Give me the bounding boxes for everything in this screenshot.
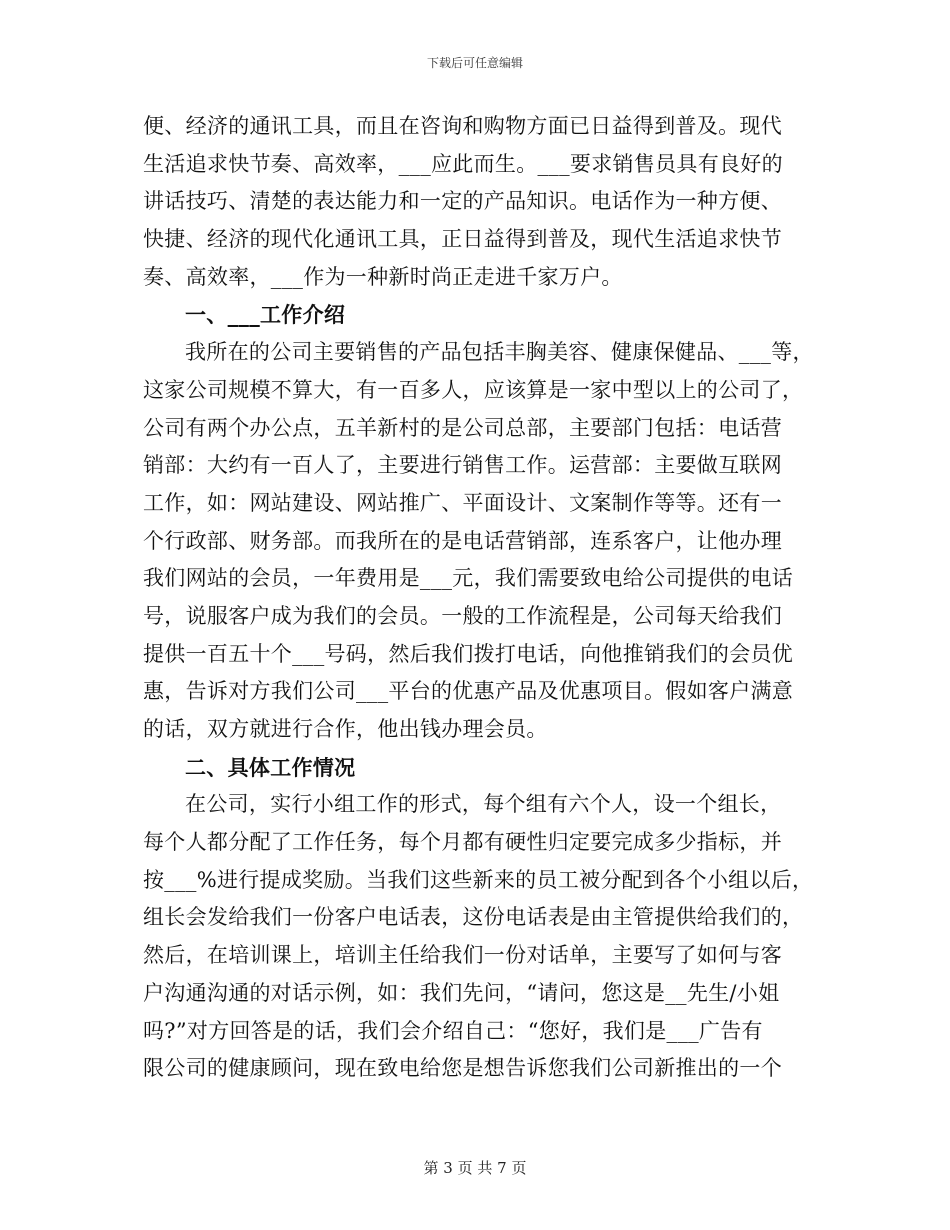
text-line: 惠，告诉对方我们公司___平台的优惠产品及优惠项目。假如客户满意 <box>143 679 794 704</box>
text-line: 户沟通沟通的对话示例，如：我们先问，“请问，您这是__先生/小姐 <box>143 980 780 1005</box>
section-heading: 一、___工作介绍 <box>185 302 346 328</box>
text-line: 快捷、经济的现代化通讯工具，正日益得到普及，现代生活追求快节 <box>143 227 782 252</box>
text-line: 销部：大约有一百人了，主要进行销售工作。运营部：主要做互联网 <box>143 453 782 478</box>
text-line: 在公司，实行小组工作的形式，每个组有六个人，设一个组长， <box>185 792 782 817</box>
text-line: 个行政部、财务部。而我所在的是电话营销部，连系客户，让他办理 <box>143 528 782 553</box>
page-footer: 第 3 页 共 7 页 <box>423 1159 527 1177</box>
text-line: 生活追求快节奏、高效率，___应此而生。___要求销售员具有良好的 <box>143 151 783 176</box>
text-line: 然后，在培训课上，培训主任给我们一份对话单，主要写了如何与客 <box>143 943 782 968</box>
text-line: 我们网站的会员，一年费用是___元，我们需要致电给公司提供的电话 <box>143 566 794 591</box>
section-heading: 二、具体工作情况 <box>185 754 356 780</box>
text-line: 提供一百五十个___号码，然后我们拨打电话，向他推销我们的会员优 <box>143 641 794 666</box>
text-line: 工作，如：网站建设、网站推广、平面设计、文案制作等等。还有一 <box>143 490 782 515</box>
text-line: 这家公司规模不算大，有一百多人，应该算是一家中型以上的公司了， <box>143 377 804 402</box>
document-body <box>143 108 815 1088</box>
text-line: 限公司的健康顾问，现在致电给您是想告诉您我们公司新推出的一个 <box>143 1056 782 1081</box>
page-header: 下载后可任意编辑 <box>426 56 523 70</box>
text-line: 号，说服客户成为我们的会员。一般的工作流程是，公司每天给我们 <box>143 603 782 628</box>
text-line: 便、经济的通讯工具，而且在咨询和购物方面已日益得到普及。现代 <box>143 114 782 138</box>
text-line: 我所在的公司主要销售的产品包括丰胸美容、健康保健品、___等， <box>185 340 814 365</box>
text-line: 公司有两个办公点，五羊新村的是公司总部，主要部门包括：电话营 <box>143 415 782 440</box>
text-line: 奏、高效率，___作为一种新时尚正走进千家万户。 <box>143 264 623 289</box>
text-line: 组长会发给我们一份客户电话表，这份电话表是由主管提供给我们的， <box>143 905 804 930</box>
text-line: 吗?”对方回答是的话，我们会介绍自己：“您好，我们是___广告有 <box>143 1018 763 1043</box>
text-line: 按___%进行提成奖励。当我们这些新来的员工被分配到各个小组以后， <box>143 867 814 892</box>
text-line: 讲话技巧、清楚的表达能力和一定的产品知识。电话作为一种方便、 <box>143 189 782 214</box>
text-line: 的话，双方就进行合作，他出钱办理会员。 <box>143 717 548 741</box>
text-line: 每个人都分配了工作任务，每个月都有硬性归定要完成多少指标，并 <box>143 830 782 855</box>
